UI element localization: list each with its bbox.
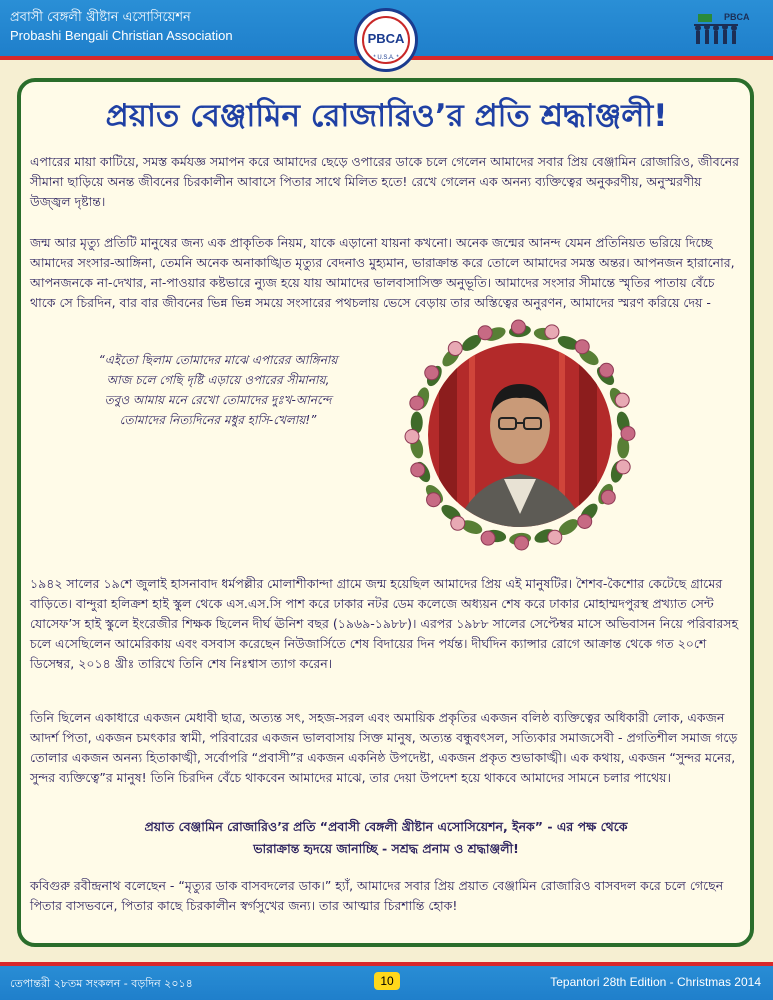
paragraph-character: তিনি ছিলেন একাধারে একজন মেধাবী ছাত্র, অত্যন্ত সৎ, সহজ-সরল এবং অমায়িক প্রকৃতির একজন বলিষ্ঠ ব্যক্তিত্বের অধিকারী লোক, একজন আদর্শ পিতা, একজন চমৎকার স্বামী, পরিবারের একজন ভালবাসায় সিক্ত মানুষ, অত্যন্ত বন্ধুবৎসল, সত্যিকার সমাজসেবী - প্রগতিশীল সমাজ গড়ে তোলার একজন অনন্য হিতাকাঙ্খী, সর্বোপরি “প্রবাসী”র একজন একনিষ্ঠ উপদেষ্টা, একজন প্রকৃত শুভাকাঙ্খী। এক কথায়, একজন “সুন্দর মনের, সুন্দর ব্যক্তিত্বে”র মানুষ! তিনি চিরদিন বেঁচে থাকবেন আমাদের মাঝে, তার দেয়া উপদেশ হয়ে থাকবে আমাদের সামনে চলার পাথেয়। — [30, 710, 738, 785]
poem-line: তবুও আমায় মনে রেখো তোমাদের দুঃখ-আনন্দে — [104, 393, 332, 407]
tribute-line-1: প্রয়াত বেঞ্জামিন রোজারিও’র প্রতি “প্রবাসী বেঙ্গলী খ্রীষ্টান এসোসিয়েশন, ইনক” - এর পক্ষ থেকে — [144, 819, 628, 834]
paragraph-intro: এপারের মায়া কাটিয়ে, সমস্ত কর্মযজ্ঞ সমাপন করে আমাদের ছেড়ে ওপারের ডাকে চলে গেলেন আমাদের সবার প্রিয় বেঞ্জামিন রোজারিও, জীবনের সীমানা ছাড়িয়ে অনন্ত জীবনের চিরকালীন আবাসে পিতার সাথে মিলিত হতে! রেখে গেলেন এক অনন্য ব্যক্তিত্বের অনুকরণীয়, অনুস্মরণীয় উজ্জ্বল দৃষ্টান্ত। — [30, 154, 740, 209]
footer-left-text: তেপান্তরী ২৮তম সংকলন - বড়দিন ২০১৪ — [10, 977, 193, 990]
memorial-poem — [58, 350, 378, 430]
wreath-rose — [621, 426, 635, 440]
wreath-rose — [601, 490, 615, 504]
org-name-english: Probashi Bengali Christian Association — [10, 28, 233, 43]
wreath-rose — [548, 530, 562, 544]
page-title: প্রয়াত বেঞ্জামিন রোজারিও’র প্রতি শ্রদ্ধাঞ্জলী! — [105, 98, 668, 134]
tribute-line-2: ভারাক্রান্ত হৃদয়ে জানাচ্ছি - সশ্রদ্ধ প্রনাম ও শ্রদ্ধাঞ্জলী! — [253, 841, 519, 856]
logo-letters: PBCA — [367, 31, 405, 46]
wreath-rose — [545, 325, 559, 339]
wreath-rose — [427, 493, 441, 507]
page-footer — [0, 962, 773, 1000]
footer-right-text: Tepantori 28th Edition - Christmas 2014 — [550, 975, 761, 989]
portrait-wreath — [399, 314, 641, 556]
tribute-statement — [30, 816, 742, 860]
wreath-rose — [478, 326, 492, 340]
paragraph-life-death: জন্ম আর মৃত্যু প্রতিটি মানুষের জন্য এক প্রাকৃতিক নিয়ম, যাকে এড়ানো যায়না কখনো। অনেক জন্মের আনন্দ যেমন প্রতিনিয়ত ভরিয়ে দিচ্ছে আমাদের সংসার-আঙ্গিনা, তেমনি অনেক অনাকাঙ্খিত মৃত্যুর বেদনাও মুহ্যমান, ভারাক্রান্ত করে তোলে আমাদের সমস্ত অন্তর। আপনজন হারানোর, আপনজনকে না-দেখার, না-পাওয়ার কষ্টভারে ন্যুজ হয়ে যায় আমাদের ভালবাসাসিক্ত অনুভূতি। আমাদের সংসার সীমান্তে স্মৃতির পাতায় বেঁচে থাকে সে চিরদিন, বার বার জীবনের ভিন্ন ভিন্ন সময়ে সংসারের পথচলায় ভেসে বেড়ায় তার অস্তিত্বের অনুরণন, আমাদের স্মরণ করিয়ে দেয় - — [30, 235, 735, 310]
wreath-rose — [448, 342, 462, 356]
poem-line: তোমাদের নিত্যদিনের মধুর হাসি-খেলায়!” — [119, 413, 317, 427]
portrait-photo — [399, 314, 641, 556]
corner-label: PBCA — [724, 12, 750, 22]
wreath-rose — [616, 460, 630, 474]
poem-line: আজ চলে গেছি দৃষ্টি এড়ায়ে ওপারের সীমানায়, — [106, 373, 330, 387]
wreath-rose — [578, 514, 592, 528]
paragraph-biography: ১৯৪২ সালের ১৯শে জুলাই হাসনাবাদ ধর্মপল্লীর মোলাশীকান্দা গ্রামে জন্ম হয়েছিল আমাদের প্রিয় এই মানুষটির। শৈশব-কৈশোর কেটেছে গ্রামের বাড়িতে। বান্দুরা হলিক্রশ হাই স্কুল থেকে এস.এস.সি পাশ করে ঢাকার নটর ডেম কলেজে অধ্যয়ন শেষ করে ঢাকার মোহাম্মদপুরস্থ প্রখ্যাত সেন্ট যোসেফ’স হাই স্কুলে ইংরেজীর শিক্ষক ছিলেন দীর্ঘ ঊনিশ বছর (১৯৬৯-১৯৮৮)। এরপর ১৯৮৮ সালের সেপ্টেম্বর মাসে অভিবাসন নিয়ে পরিবারসহ চলে এসেছিলেন আমেরিকায় এবং বসবাস করেছেন নিউজার্সিতে শেষ বিদায়ের দিন পর্যন্ত। দীর্ঘদিন ক্যান্সার রোগে আক্রান্ত থেকে গত ২০শে ডিসেম্বর, ২০১৪ খ্রীঃ তারিখে তিনি শেষ নিঃশ্বাস ত্যাগ করেন। — [30, 576, 739, 671]
wreath-rose — [411, 463, 425, 477]
corner-emblem — [690, 10, 762, 48]
wreath-rose — [405, 430, 419, 444]
poem-line: “এইতো ছিলাম তোমাদের মাঝে এপারের আঙ্গিনায় — [98, 353, 338, 367]
wreath-rose — [615, 393, 629, 407]
wreath-rose — [451, 516, 465, 530]
wreath-rose — [575, 340, 589, 354]
wreath-rose — [425, 366, 439, 380]
wreath-rose — [410, 396, 424, 410]
footer-red-stripe — [0, 962, 773, 966]
paragraph-closing: কবিগুরু রবীন্দ্রনাথ বলেছেন - “মৃত্যুর ডাক বাসবদলের ডাক।” হ্যাঁ, আমাদের সবার প্রিয় প্রয়াত বেঞ্জামিন রোজারিও বাসবদল করে চলে গেছেন পিতার বাসভবনে, পিতার কাছে চিরকালীন স্বর্গসুখের জন্য। তার আত্মার চিরশান্তি হোক! — [30, 878, 724, 913]
wreath-rose — [481, 531, 495, 545]
pbca-logo — [354, 8, 418, 72]
wreath-rose — [515, 536, 529, 550]
page-number: 10 — [374, 972, 400, 990]
logo-usa: * U.S.A. * — [373, 55, 399, 61]
org-name-bengali: প্রবাসী বেঙ্গলী খ্রীষ্টান এসোসিয়েশন — [10, 10, 191, 25]
wreath-rose — [511, 320, 525, 334]
wreath-rose — [599, 363, 613, 377]
